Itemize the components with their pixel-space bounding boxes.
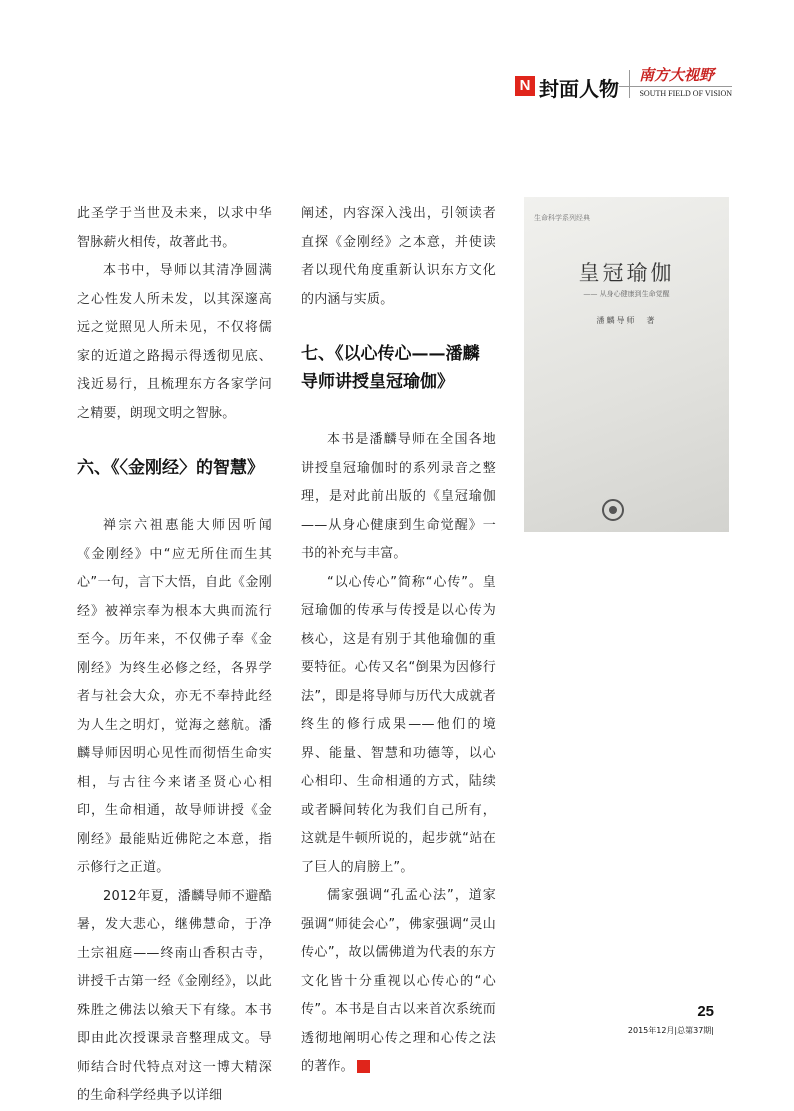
paragraph: “以心传心”简称“心传”。皇冠瑜伽的传承与传授是以心传为核心，这是有别于其他瑜伽的重要特征。心传又名“倒果为因修行法”，即是将导师与历代大成就者终生的修行成果——他们的境界、能量、智慧和功德等，以心心相印、生命相通的方式，陆续或者瞬间转化为我们自己所有，这就是牛顿所说的，起步就“站在了巨人的肩膀上”。 (301, 574, 496, 875)
paragraph-text: 儒家强调“孔孟心法”，道家强调“师徒会心”，佛家强调“灵山传心”，故以儒佛道为代表的东方文化皆十分重视以心传心的“心传”。本书是自古以来首次系统而透彻地阐明心传之理和心传之法的著作。 (301, 888, 496, 1074)
brand-name-en: SOUTH FIELD OF VISION (619, 86, 732, 98)
cover-title: 皇冠瑜伽 (578, 261, 675, 285)
paragraph: 本书中，导师以其清净圆满之心性发人所未发，以其深邃高远之觉照见人所未见，不仅将儒家的近道之路揭示得透彻见底、浅近易行，且梳理东方各家学问之精要，朗现文明之智脉。 (77, 263, 272, 421)
publisher-seal-icon (602, 499, 624, 521)
cover-series-label: 生命科学系列经典 (534, 214, 590, 222)
page-number: 25 (697, 1003, 714, 1020)
paragraph: 阐述，内容深入浅出，引领读者直探《金刚经》之本意，并使读者以现代角度重新认识东方文化的内涵与实质。 (301, 206, 496, 307)
cover-author: 潘麟导师 著 (596, 316, 657, 325)
paragraph: 此圣学于当世及未来，以求中华智脉薪火相传，故著此书。 (77, 206, 272, 250)
magazine-logo-icon: N (515, 76, 535, 96)
book-cover-image (524, 197, 729, 532)
section-title: 封面人物 (539, 77, 619, 101)
paragraph: 2012年夏，潘麟导师不避酷暑，发大悲心，继佛慧命，于净土宗祖庭——终南山香积古寺，讲授千古第一经《金刚经》，以此殊胜之佛法以飨天下有缘。本书即由此次授课录音整理成文。导师结合时代特点对这一博大精深的生命科学经典予以详细 (77, 888, 272, 1103)
section-heading-6: 六、《〈金刚经〉的智慧》 (77, 458, 264, 478)
paragraph (301, 882, 496, 1082)
paragraph: 禅宗六祖惠能大师因听闻《金刚经》中“应无所住而生其心”一句，言下大悟，自此《金刚经》被禅宗奉为根本大典而流行至今。历年来，不仅佛子奉《金刚经》为终生必修之经，各界学者与社会大众，亦无不奉持此经为人生之明灯，觉海之慈航。潘麟导师因明心见性而彻悟生命实相，与古往今来诸圣贤心心相印，生命相通，故导师讲授《金刚经》最能贴近佛陀之本意，指示修行之正道。 (77, 518, 272, 875)
masthead (515, 62, 730, 100)
left-column (77, 200, 272, 1111)
brand-name-cn: 南方大视野 (639, 66, 715, 84)
middle-column (301, 200, 496, 1082)
section-heading-7: 七、《以心传心——潘麟导师讲授皇冠瑜伽》 (301, 344, 480, 392)
paragraph: 本书是潘麟导师在全国各地讲授皇冠瑜伽时的系列录音之整理，是对此前出版的《皇冠瑜伽——从身心健康到生命觉醒》一书的补充与丰富。 (301, 432, 496, 561)
cover-subtitle: —— 从身心健康到生命觉醒 (583, 290, 670, 298)
end-mark-icon: N (357, 1060, 370, 1073)
issue-info: 2015年12月|总第37期| (627, 1026, 714, 1035)
